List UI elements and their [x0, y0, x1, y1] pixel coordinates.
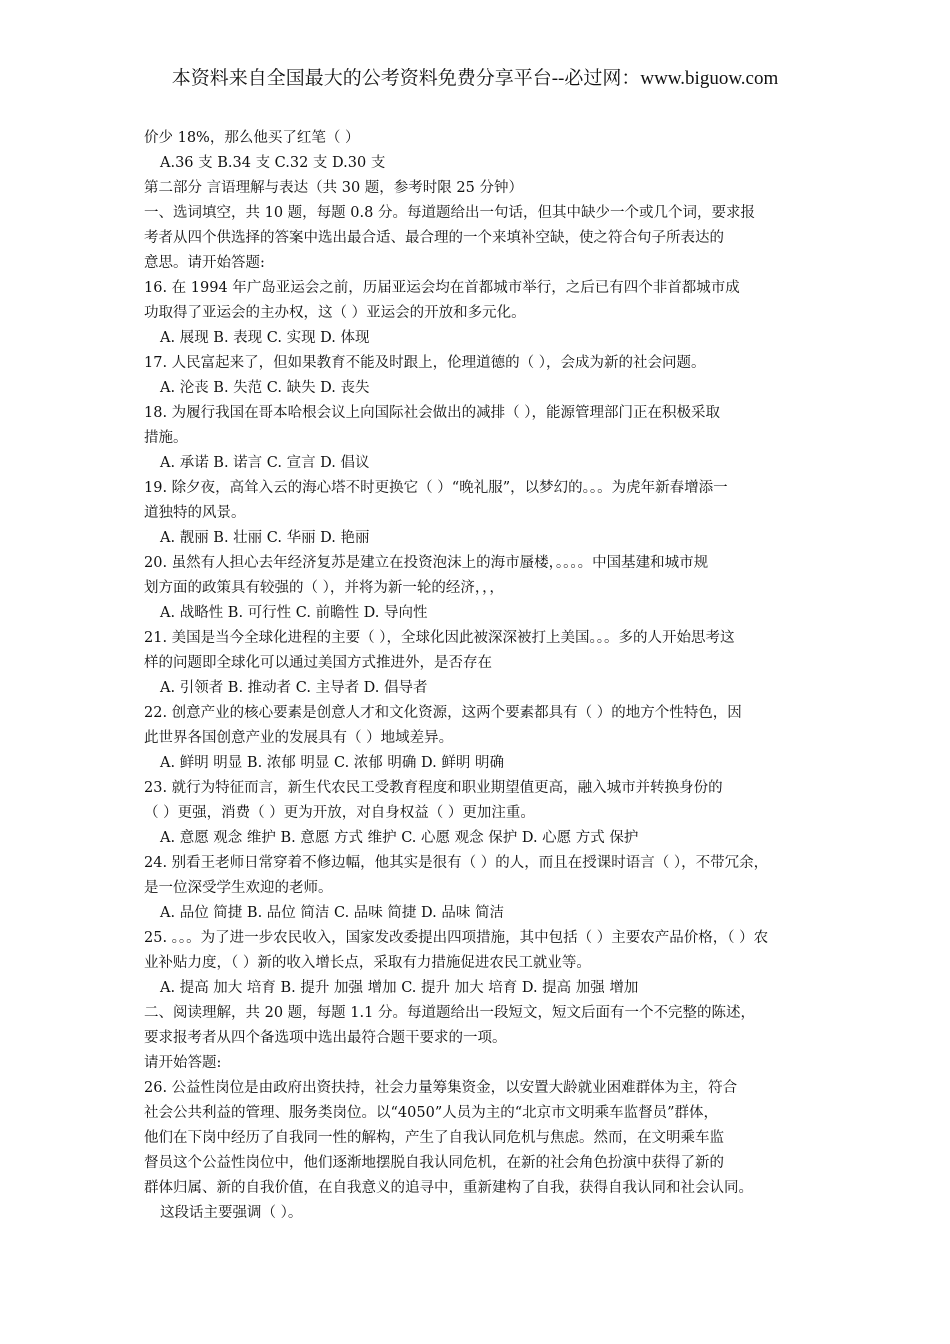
answer-options-line: A. 承诺 B. 诺言 C. 宣言 D. 倡议: [160, 455, 370, 471]
text-line: 请开始答题:: [144, 1055, 222, 1071]
text-line: 样的问题即全球化可以通过美国方式推进外，是否存在: [144, 655, 492, 671]
text-line: 22. 创意产业的核心要素是创意人才和文化资源，这两个要素都具有（ ）的地方个性特色，因: [144, 705, 742, 721]
text-line: 业补贴力度，（ ）新的收入增长点，采取有力措施促进农民工就业等。: [144, 955, 591, 971]
text-line: 功取得了亚运会的主办权，这（ ）亚运会的开放和多元化。: [144, 305, 526, 321]
text-line: 这段话主要强调（ ）。: [160, 1205, 303, 1221]
text-line: 21. 美国是当今全球化进程的主要（ ），全球化因此被深深被打上美国。。。多的人开始思考这: [144, 630, 735, 646]
document-body: [144, 126, 812, 1226]
text-line: 他们在下岗中经历了自我同一性的解构，产生了自我认同危机与焦虑。然而，在文明乘车监: [144, 1130, 724, 1146]
answer-options-line: A. 意愿 观念 维护 B. 意愿 方式 维护 C. 心愿 观念 保护 D. 心愿 方式 保护: [160, 830, 639, 846]
text-line: 划方面的政策具有较强的（ ），并将为新一轮的经济，，，: [144, 580, 504, 596]
text-line: 群体归属、新的自我价值，在自我意义的追寻中，重新建构了自我，获得自我认同和社会认同。: [144, 1180, 753, 1196]
text-line: 此世界各国创意产业的发展具有（ ）地域差异。: [144, 730, 454, 746]
text-line: 26. 公益性岗位是由政府出资扶持，社会力量筹集资金，以安置大龄就业困难群体为主，符合: [144, 1080, 738, 1096]
text-line: 二、阅读理解，共 20 题，每题 1.1 分。每道题给出一段短文，短文后面有一个不完整的陈述，: [144, 1005, 755, 1021]
text-line: 社会公共利益的管理、服务类岗位。以“4050”人员为主的“北京市文明乘车监督员”群体，: [144, 1105, 719, 1121]
text-line: 一、选词填空，共 10 题，每题 0.8 分。每道题给出一句话，但其中缺少一个或几个词，要求报: [144, 205, 755, 221]
answer-options-line: A. 沦丧 B. 失范 C. 缺失 D. 丧失: [160, 380, 370, 396]
text-line: 考者从四个供选择的答案中选出最合适、最合理的一个来填补空缺，使之符合句子所表达的: [144, 230, 724, 246]
text-line: 是一位深受学生欢迎的老师。: [144, 880, 333, 896]
answer-options-line: A.36 支 B.34 支 C.32 支 D.30 支: [160, 155, 386, 171]
text-line: 25. 。。。为了进一步农民收入，国家发改委提出四项措施，其中包括（ ）主要农产品价格，（ ）农: [144, 930, 769, 946]
page-header: 本资料来自全国最大的公考资料免费分享平台--必过网：www.biguow.com: [171, 68, 779, 89]
answer-options-line: A. 战略性 B. 可行性 C. 前瞻性 D. 导向性: [160, 605, 428, 621]
answer-options-line: A. 引领者 B. 推动者 C. 主导者 D. 倡导者: [160, 680, 428, 696]
text-line: 17. 人民富起来了，但如果教育不能及时跟上，伦理道德的（ ），会成为新的社会问题。: [144, 355, 706, 371]
text-line: 16. 在 1994 年广岛亚运会之前，历届亚运会均在首都城市举行，之后已有四个非首都城市成: [144, 280, 740, 296]
text-line: 23. 就行为特征而言，新生代农民工受教育程度和职业期望值更高，融入城市并转换身份的: [144, 780, 723, 796]
text-line: 价少 18%，那么他买了红笔（ ）: [144, 130, 360, 146]
text-line: 18. 为履行我国在哥本哈根会议上向国际社会做出的减排（ ），能源管理部门正在积极采取: [144, 405, 721, 421]
text-line: 意思。请开始答题:: [144, 255, 265, 271]
text-line: 第二部分 言语理解与表达（共 30 题，参考时限 25 分钟）: [144, 180, 523, 196]
text-line: 道独特的风景。: [144, 505, 246, 521]
text-line: （ ）更强，消费（ ）更为开放，对自身权益（ ）更加注重。: [144, 805, 535, 821]
answer-options-line: A. 靓丽 B. 壮丽 C. 华丽 D. 艳丽: [160, 530, 370, 546]
answer-options-line: A. 展现 B. 表现 C. 实现 D. 体现: [160, 330, 370, 346]
text-line: 措施。: [144, 430, 188, 446]
answer-options-line: A. 鲜明 明显 B. 浓郁 明显 C. 浓郁 明确 D. 鲜明 明确: [160, 755, 504, 771]
text-line: 24. 别看王老师日常穿着不修边幅，他其实是很有（ ）的人，而且在授课时语言（ ），不带冗余，: [144, 855, 769, 871]
text-line: 20. 虽然有人担心去年经济复苏是建立在投资泡沫上的海市蜃楼，。。。。中国基建和城市规: [144, 555, 709, 571]
text-line: 19. 除夕夜，高耸入云的海心塔不时更换它（ ）“晚礼服”，以梦幻的。。。为虎年新春增添一: [144, 480, 728, 496]
text-line: 要求报考者从四个备选项中选出最符合题干要求的一项。: [144, 1030, 507, 1046]
answer-options-line: A. 提高 加大 培育 B. 提升 加强 增加 C. 提升 加大 培育 D. 提高 加强 增加: [160, 980, 639, 996]
text-line: 督员这个公益性岗位中，他们逐渐地摆脱自我认同危机，在新的社会角色扮演中获得了新的: [144, 1155, 724, 1171]
answer-options-line: A. 品位 简捷 B. 品位 简洁 C. 品味 简捷 D. 品味 简洁: [160, 905, 504, 921]
